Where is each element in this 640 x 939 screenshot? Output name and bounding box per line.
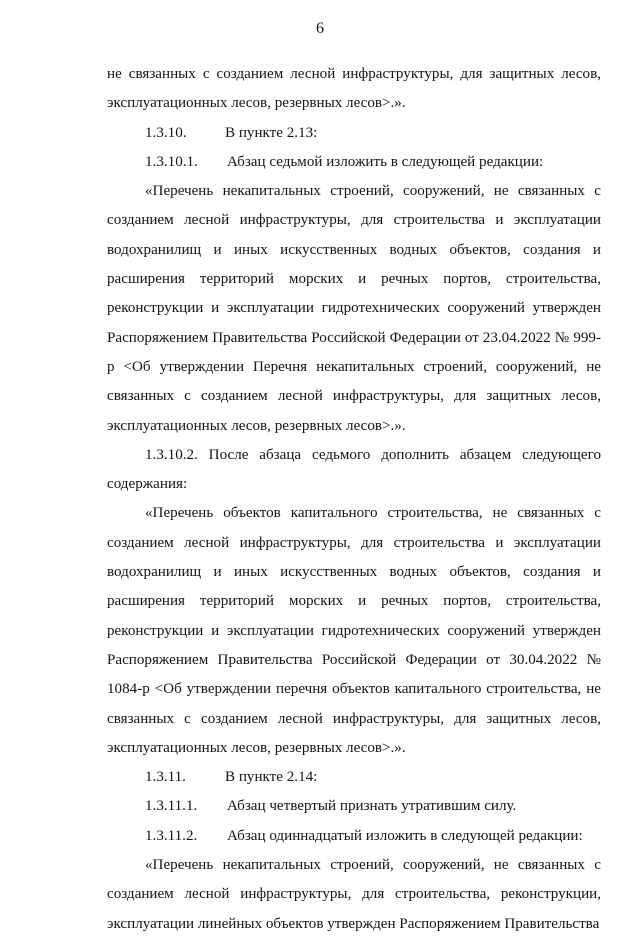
clause-item	[107, 792, 601, 821]
clause-text: Абзац одиннадцатый изложить в следующей редакции:	[227, 827, 583, 844]
clause-text: В пункте 2.14:	[225, 769, 318, 786]
paragraph: «Перечень некапитальных строений, сооружений, не связанных с созданием лесной инфраструктуры, для строительства, реконструкции, эксплуатации линейных объектов утвержден Распоряжением Правительства	[107, 857, 601, 932]
clause-number: 1.3.11.1.	[145, 798, 198, 815]
clause-item	[107, 119, 601, 148]
clause-item	[107, 763, 601, 792]
clause-text: Абзац четвертый признать утратившим силу.	[227, 798, 517, 815]
clause-number: 1.3.10.	[145, 124, 187, 141]
paragraph: не связанных с созданием лесной инфраструктуры, для защитных лесов, эксплуатационных лесов, резервных лесов>.».	[107, 66, 601, 112]
document-body	[107, 60, 601, 939]
clause-number: 1.3.11.	[145, 769, 186, 786]
clause-text: В пункте 2.13:	[225, 124, 318, 141]
paragraph: «Перечень некапитальных строений, сооружений, не связанных с созданием лесной инфраструктуры, для строительства и эксплуатации водохранилищ и иных искусственных водных объектов, создания и расширения территорий морских и речных портов, строительства, реконструкции и эксплуатации гидротехнических сооружений утвержден Распоряжением Правительства Российской Федерации от 23.04.2022 № 999-р <Об утверждении Перечня некапитальных строений, сооружений, не связанных с созданием лесной инфраструктуры, для защитных лесов, эксплуатационных лесов, резервных лесов>.».	[107, 183, 601, 434]
clause-number: 1.3.10.1.	[145, 153, 198, 170]
clause-item	[107, 822, 601, 851]
page-number: 6	[316, 20, 324, 37]
paragraph: 1.3.10.2. После абзаца седьмого дополнить абзацем следующего содержания:	[107, 446, 601, 493]
clause-item	[107, 148, 601, 177]
paragraph: «Перечень объектов капитального строительства, не связанных с созданием лесной инфраструктуры, для строительства и эксплуатации водохранилищ и иных искусственных водных объектов, создания и расширения территорий морских и речных портов, строительства, реконструкции и эксплуатации гидротехнических сооружений утвержден Распоряжением Правительства Российской Федерации от 30.04.2022 № 1084-р <Об утверждении перечня объектов капитального строительства, не связанных с созданием лесной инфраструктуры, для защитных лесов, эксплуатационных лесов, резервных лесов>.».	[107, 505, 601, 756]
clause-number: 1.3.11.2.	[145, 827, 198, 844]
clause-text: Абзац седьмой изложить в следующей редакции:	[227, 153, 544, 170]
